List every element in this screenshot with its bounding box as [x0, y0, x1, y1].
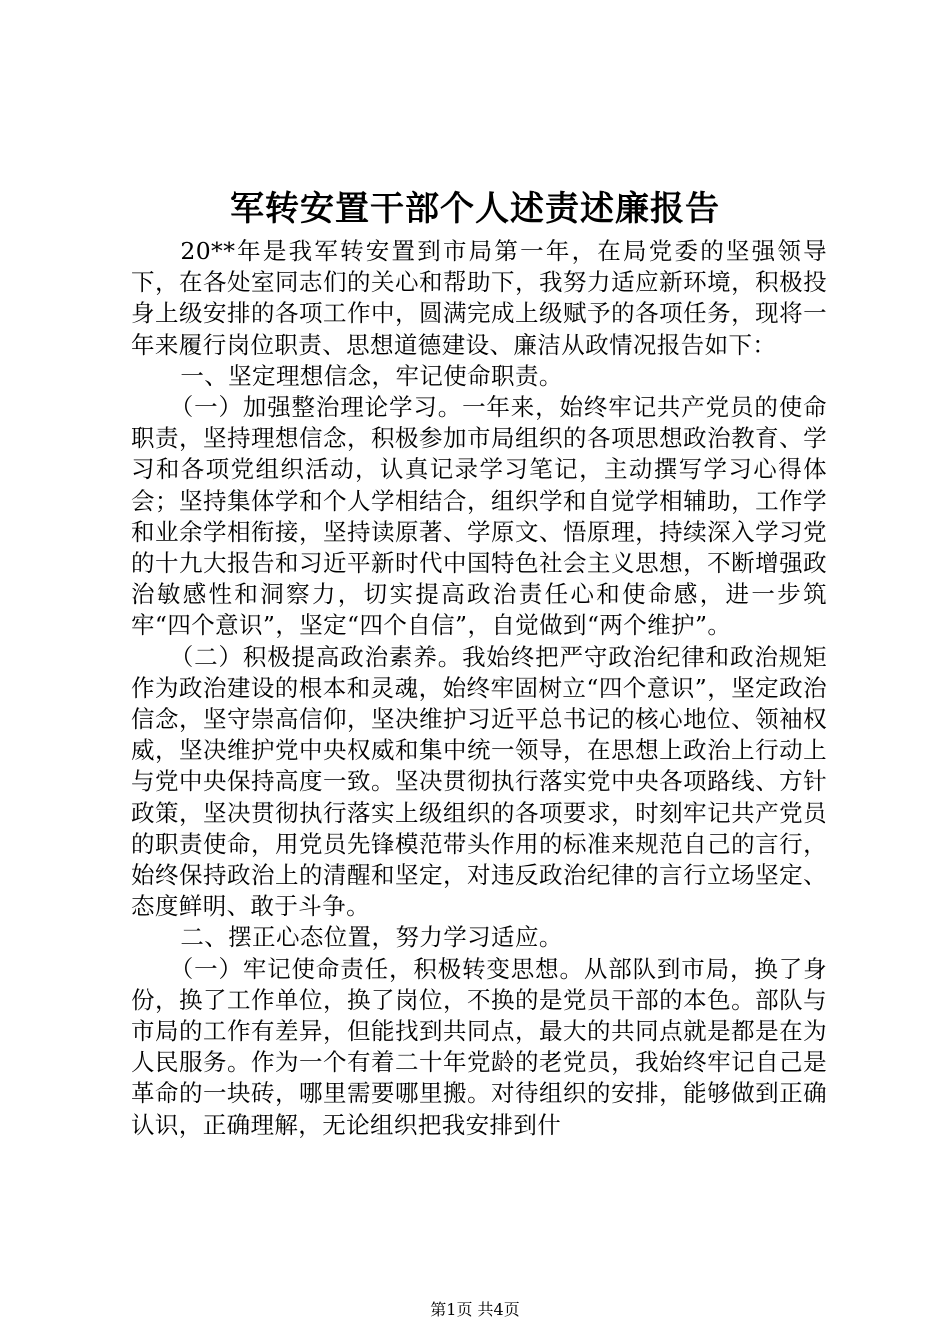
paragraph-intro: 20**年是我军转安置到市局第一年，在局党委的坚强领导下，在各处室同志们的关心和帮助下，我努力适应新环境，积极投身上级安排的各项工作中，圆满完成上级赋予的各项任务，现将一年来履行岗位职责、思想道德建设、廉洁从政情况报告如下：: [131, 237, 827, 359]
paragraph-1-2: （二）积极提高政治素养。我始终把严守政治纪律和政治规矩作为政治建设的根本和灵魂，始终牢固树立“四个意识”，坚定政治信念，坚守崇高信仰，坚决维护习近平总书记的核心地位、领袖权威，坚决维护党中央权威和集中统一领导，在思想上政治上行动上与党中央保持高度一致。坚决贯彻执行落实党中央各项路线、方针政策，坚决贯彻执行落实上级组织的各项要求，时刻牢记共产党员的职责使命，用党员先锋模范带头作用的标准来规范自己的言行，始终保持政治上的清醒和坚定，对违反政治纪律的言行立场坚定、态度鲜明、敢于斗争。: [131, 642, 827, 921]
section-heading-2: 二、摆正心态位置，努力学习适应。: [180, 923, 563, 952]
document-body: [131, 236, 827, 1141]
paragraph-1-1: （一）加强整治理论学习。一年来，始终牢记共产党员的使命职责，坚持理想信念，积极参加市局组织的各项思想政治教育、学习和各项党组织活动，认真记录学习笔记，主动撰写学习心得体会；坚持集体学和个人学相结合，组织学和自觉学相辅助，工作学和业余学相衔接，坚持读原著、学原文、悟原理，持续深入学习党的十九大报告和习近平新时代中国特色社会主义思想，不断增强政治敏感性和洞察力，切实提高政治责任心和使命感，进一步筑牢“四个意识”，坚定“四个自信”，自觉做到“两个维护”。: [131, 393, 827, 640]
document-title: 军转安置干部个人述责述廉报告: [230, 189, 720, 229]
page-number-footer: 第1页 共4页: [430, 1300, 520, 1319]
paragraph-2-1: （一）牢记使命责任，积极转变思想。从部队到市局，换了身份，换了工作单位，换了岗位，不换的是党员干部的本色。部队与市局的工作有差异，但能找到共同点，最大的共同点就是都是在为人民服务。作为一个有着二十年党龄的老党员，我始终牢记自己是革命的一块砖，哪里需要哪里搬。对待组织的安排，能够做到正确认识，正确理解，无论组织把我安排到什: [131, 954, 827, 1139]
section-heading-1: 一、坚定理想信念，牢记使命职责。: [180, 361, 563, 390]
